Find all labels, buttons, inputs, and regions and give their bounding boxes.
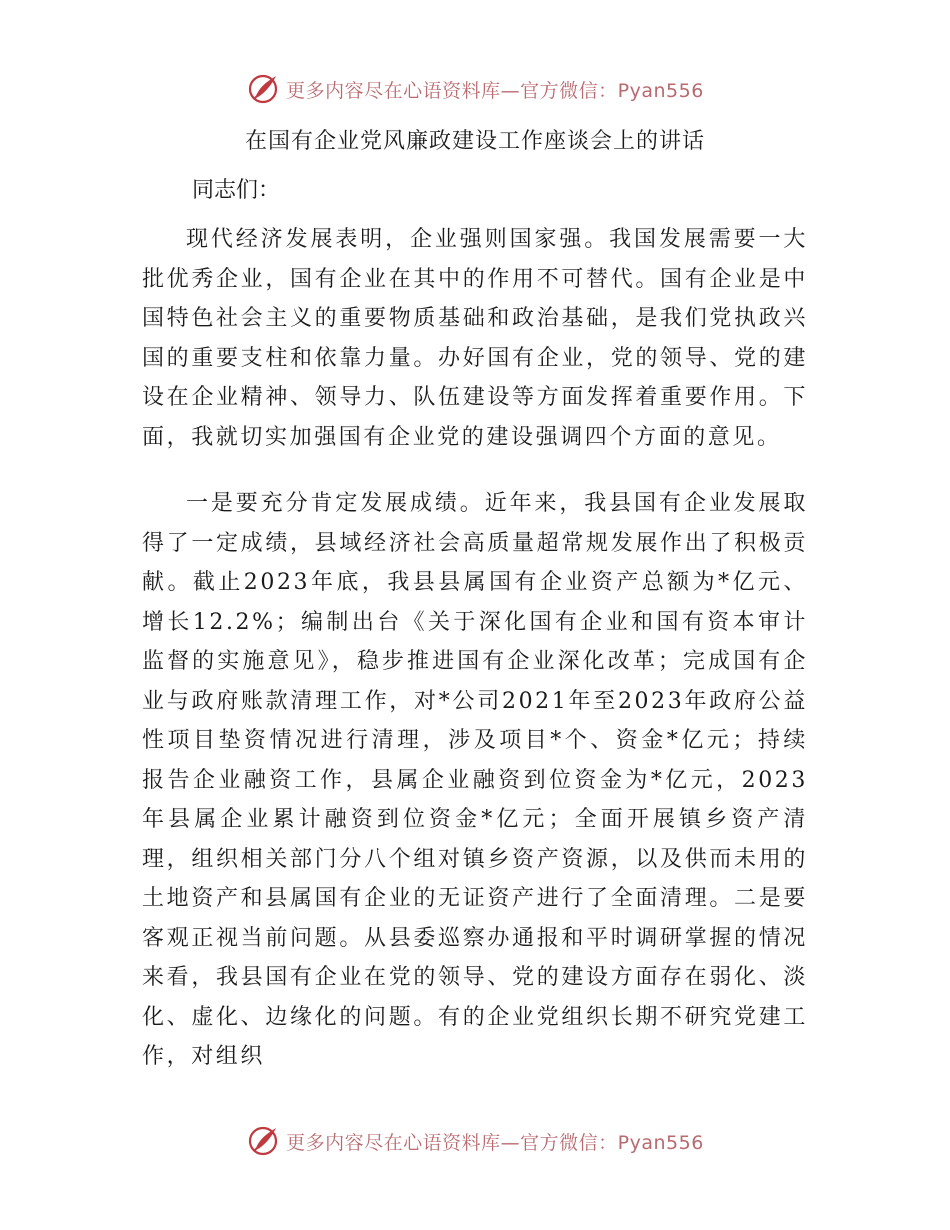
header-watermark <box>0 72 950 106</box>
footer-watermark <box>0 1124 950 1158</box>
salutation: 同志们： <box>192 178 281 203</box>
feather-quill-logo-icon <box>246 72 280 106</box>
watermark-text: 更多内容尽在心语资料库—官方微信：Pyan556 <box>286 1131 704 1154</box>
paragraph-intro: 现代经济发展表明，企业强则国家强。我国发展需要一大批优秀企业，国有企业在其中的作用不可替代。国有企业是中国特色社会主义的重要物质基础和政治基础，是我们党执政兴国的重要支柱和依靠力量。办好国有企业，党的领导、党的建设在企业精神、领导力、队伍建设等方面发挥着重要作用。下面，我就切实加强国有企业党的建设强调四个方面的意见。 <box>142 227 808 450</box>
document-title: 在国有企业党风廉政建设工作座谈会上的讲话 <box>244 129 705 154</box>
paragraph-achievements: 一是要充分肯定发展成绩。近年来，我县国有企业发展取得了一定成绩，县域经济社会高质量超常规发展作出了积极贡献。截止2023年底，我县县属国有企业资产总额为*亿元、增长12.2%；编制出台《关于深化国有企业和国有资本审计监督的实施意见》，稳步推进国有企业深化改革；完成国有企业与政府账款清理工作，对*公司2021年至2023年政府公益性项目垫资情况进行清理，涉及项目*个、资金*亿元；持续报告企业融资工作，县属企业融资到位资金为*亿元，2023年县属企业累计融资到位资金*亿元；全面开展镇乡资产清理，组织相关部门分八个组对镇乡资产资源，以及供而未用的土地资产和县属国有企业的无证资产进行了全面清理。二是要客观正视当前问题。从县委巡察办通报和平时调研掌握的情况来看，我县国有企业在党的领导、党的建设方面存在弱化、淡化、虚化、边缘化的问题。有的企业党组织长期不研究党建工作，对组织 <box>142 491 808 1069</box>
watermark-text: 更多内容尽在心语资料库—官方微信：Pyan556 <box>286 79 704 102</box>
feather-quill-logo-icon <box>246 1124 280 1158</box>
